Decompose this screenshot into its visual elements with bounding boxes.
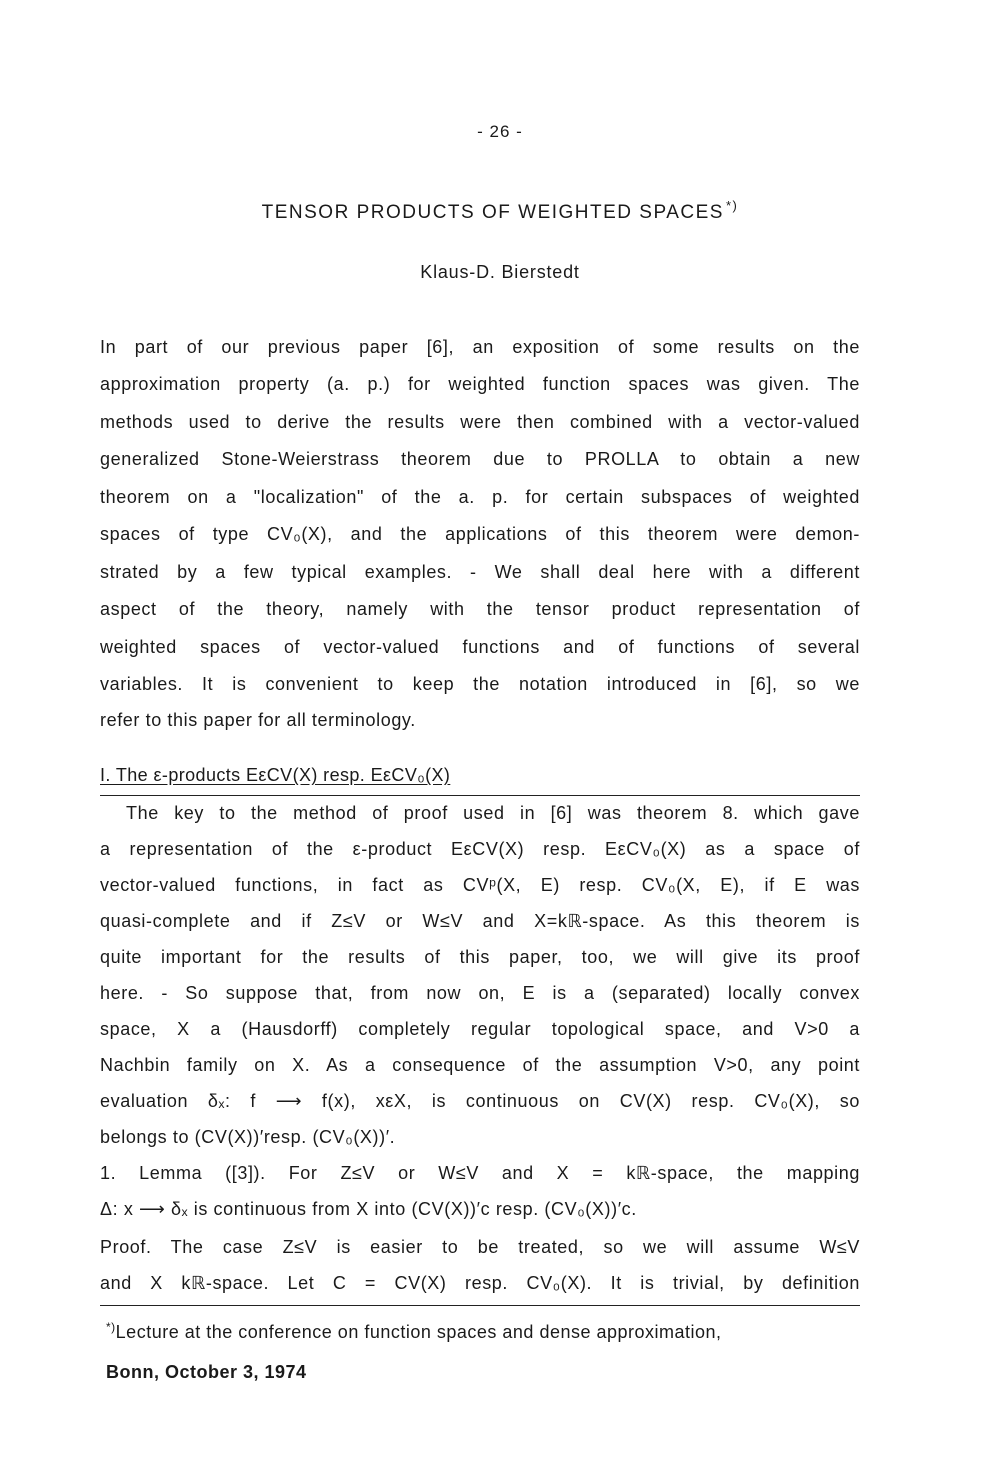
- body-line: evaluation δₓ: f ⟶ f(x), xεX, is continuous on CV(X) resp. CV₀(X), so: [100, 1091, 860, 1111]
- intro-line: variables. It is convenient to keep the notation introduced in [6], so we: [100, 674, 860, 694]
- intro-line: approximation property (a. p.) for weighted function spaces was given. The: [100, 374, 860, 394]
- section-heading: I. The ε-products EεCV(X) resp. EεCV₀(X): [100, 765, 451, 785]
- intro-line: spaces of type CV₀(X), and the applications of this theorem were demon-: [100, 524, 860, 544]
- page-number: - 26 -: [477, 122, 523, 141]
- lemma-line: Δ: x ⟶ δₓ is continuous from X into (CV(X))′c resp. (CV₀(X))′c.: [100, 1199, 637, 1219]
- intro-line: aspect of the theory, namely with the tensor product representation of: [100, 599, 860, 619]
- intro-line: theorem on a "localization" of the a. p. for certain subspaces of weighted: [100, 487, 860, 507]
- title-text: TENSOR PRODUCTS OF WEIGHTED SPACES: [261, 202, 724, 223]
- proof-line: Proof. The case Z≤V is easier to be treated, so we will assume W≤V: [100, 1237, 860, 1257]
- proof-line: and X kℝ-space. Let C = CV(X) resp. CV₀(X). It is trivial, by definition: [100, 1273, 860, 1293]
- intro-line: generalized Stone-Weierstrass theorem due to PROLLA to obtain a new: [100, 449, 860, 469]
- body-line: belongs to (CV(X))′resp. (CV₀(X))′.: [100, 1127, 396, 1147]
- body-line: space, X a (Hausdorff) completely regular topological space, and V>0 a: [100, 1019, 860, 1039]
- intro-line: refer to this paper for all terminology.: [100, 710, 416, 730]
- body-line: quasi-complete and if Z≤V or W≤V and X=kℝ-space. As this theorem is: [100, 911, 860, 931]
- body-line: vector-valued functions, in fact as CVᵖ(X, E) resp. CV₀(X, E), if E was: [100, 875, 860, 895]
- body-line: quite important for the results of this paper, too, we will give its proof: [100, 947, 860, 967]
- intro-line: weighted spaces of vector-valued functions and of functions of several: [100, 637, 860, 657]
- body-line: here. - So suppose that, from now on, E is a (separated) locally convex: [100, 983, 860, 1003]
- body-line: The key to the method of proof used in [6] was theorem 8. which gave: [126, 803, 860, 823]
- body-line: Nachbin family on X. As a consequence of the assumption V>0, any point: [100, 1055, 860, 1075]
- title-footnote-mark: *): [725, 198, 739, 213]
- footnote-text: Lecture at the conference on function spaces and dense approximation,: [115, 1322, 722, 1342]
- footnote-mark: *): [106, 1320, 116, 1334]
- intro-line: In part of our previous paper [6], an exposition of some results on the: [100, 337, 860, 357]
- body-line: a representation of the ε-product EεCV(X) resp. EεCV₀(X) as a space of: [100, 839, 860, 859]
- footnote-line: [106, 1320, 722, 1343]
- footnote-line: Bonn, October 3, 1974: [106, 1362, 307, 1382]
- intro-line: methods used to derive the results were then combined with a vector-valued: [100, 412, 860, 432]
- section-rule: [100, 795, 860, 796]
- lemma-line: 1. Lemma ([3]). For Z≤V or W≤V and X = kℝ-space, the mapping: [100, 1163, 860, 1183]
- footnote-rule: [100, 1305, 860, 1306]
- author-name: Klaus-D. Bierstedt: [420, 262, 580, 282]
- paper-title: [0, 198, 1000, 224]
- intro-line: strated by a few typical examples. - We shall deal here with a different: [100, 562, 860, 582]
